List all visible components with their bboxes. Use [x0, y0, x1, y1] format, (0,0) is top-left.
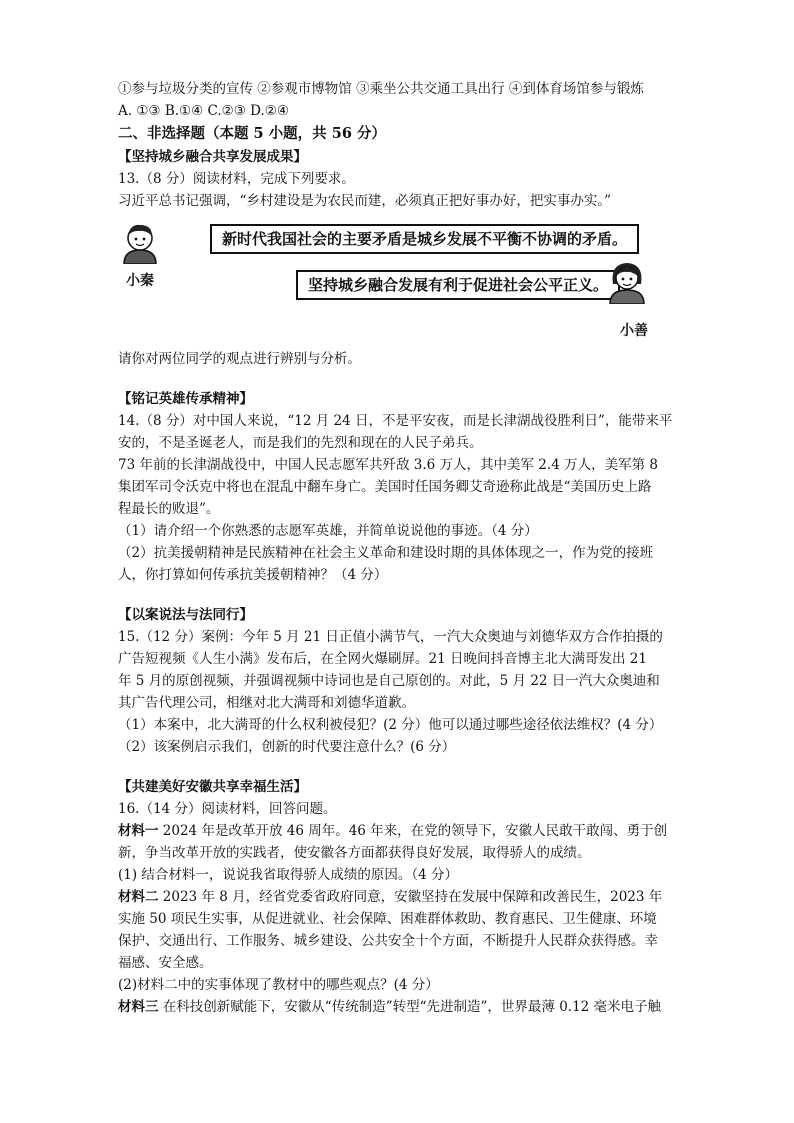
q16-material-1-line-1 — [118, 820, 678, 842]
speaker-name-2: 小善 — [620, 323, 648, 339]
material-1-label: 材料一 — [118, 823, 159, 839]
q15-line-1: 15.（12 分）案例：今年 5 月 21 日正值小满节气，一汽大众奥迪与刘德华双方合作拍摄的 — [118, 629, 663, 645]
topic-heading-2: 【铭记英雄传承精神】 — [118, 391, 253, 407]
boy-avatar-icon — [118, 220, 162, 264]
q14-line-3: 73 年前的长津湖战役中，中国人民志愿军共歼敌 3.6 万人，其中美军 2.4 万人，美军第 8 — [118, 457, 658, 473]
topic-heading-3: 【以案说法与法同行】 — [118, 607, 253, 623]
q13-dialog-illustration — [118, 216, 678, 346]
topic-heading-4: 【共建美好安徽共享幸福生活】 — [118, 779, 307, 795]
material-3-label: 材料三 — [118, 999, 159, 1015]
q14-line-2: 安的，不是圣诞老人，而是我们的先烈和现在的人民子弟兵。 — [118, 435, 483, 451]
q15-line-3: 年 5 月的原创视频，并强调视频中诗词也是自己原创的。对此，5 月 22 日一汽大众奥迪和 — [118, 673, 660, 689]
q15-sub-2: （2）该案例启示我们，创新的时代要注意什么？(6 分） — [118, 739, 456, 755]
q14-line-1: 14.（8 分）对中国人来说，“12 月 24 日，不是平安夜，而是长津湖战役胜利日”，能带来平 — [118, 413, 673, 429]
topic-heading-1: 【坚持城乡融合共享发展成果】 — [118, 149, 307, 165]
q14-sub-2a: （2）抗美援朝精神是民族精神在社会主义革命和建设时期的具体体现之一，作为党的接班 — [118, 545, 654, 561]
q16-material-1-line-2: 新，争当改革开放的实践者，使安徽各方面都获得良好发展，取得骄人的成绩。 — [118, 845, 591, 861]
speaker-name-1: 小秦 — [126, 273, 154, 289]
q16-sub-1: (1) 结合材料一，说说我省取得骄人成绩的原因。（4 分） — [118, 867, 459, 883]
material-3-text: 在科技创新赋能下，安徽从“传统制造”转型“先进制造”，世界最薄 0.12 毫米电子触 — [158, 999, 662, 1015]
q13-quote: 习近平总书记强调，“乡村建设是为农民而建，必须真正把好事办好，把实事办实。” — [118, 193, 612, 209]
q15-line-4: 其广告代理公司，相继对北大满哥和刘德华道歉。 — [118, 695, 415, 711]
q15-line-2: 广告短视频《人生小满》发布后，在全网火爆刷屏。21 日晚间抖音博主北大满哥发出 21 — [118, 651, 647, 667]
girl-avatar-icon — [604, 258, 650, 304]
q14-sub-2b: 人，你打算如何传承抗美援朝精神？（4 分） — [118, 567, 388, 583]
q13-stem: 13.（8 分）阅读材料，完成下列要求。 — [118, 171, 355, 187]
q14-line-4: 集团军司令沃克中将也在混乱中翻车身亡。美国时任国务卿艾奇逊称此战是“美国历史上路 — [118, 479, 652, 495]
q16-material-2-line-1 — [118, 886, 678, 908]
q16-material-3-line-1 — [118, 996, 678, 1018]
q15-sub-1: （1）本案中，北大满哥的什么权利被侵犯？(2 分）他可以通过哪些途径依法维权？(4 分） — [118, 717, 663, 733]
q14-line-5: 程最长的败退”。 — [118, 501, 220, 517]
q13-ask: 请你对两位同学的观点进行辨别与分析。 — [118, 351, 361, 367]
q16-material-2-line-4: 福感、安全感。 — [118, 955, 213, 971]
q16-material-2-line-2: 实施 50 项民生实事，从促进就业、社会保障、困难群体救助、教育惠民、卫生健康、环境 — [118, 911, 657, 927]
q16-sub-2: (2)材料二中的实事体现了教材中的哪些观点？(4 分） — [118, 977, 439, 993]
q16-stem: 16.（14 分）阅读材料，回答问题。 — [118, 801, 337, 817]
exam-page — [118, 78, 678, 1018]
material-2-label: 材料二 — [118, 889, 159, 905]
material-1-text: 2024 年是改革开放 46 周年。46 年来，在党的领导下，安徽人民敢干敢闯、勇于创 — [158, 823, 668, 839]
q12-choices: A. ①③ B.①④ C.②③ D.②④ — [118, 103, 290, 119]
material-2-text: 2023 年 8 月，经省党委省政府同意，安徽坚持在发展中保障和改善民生，2023 年 — [158, 889, 663, 905]
q16-material-2-line-3: 保护、交通出行、工作服务、城乡建设、公共安全十个方面，不断提升人民群众获得感。幸 — [118, 933, 658, 949]
section2-title: 二、非选择题（本题 5 小题，共 56 分） — [118, 125, 386, 142]
speech-bubble-1: 新时代我国社会的主要矛盾是城乡发展不平衡不协调的矛盾。 — [210, 224, 639, 254]
speech-bubble-2: 坚持城乡融合发展有利于促进社会公平正义。 — [296, 270, 620, 300]
q14-sub-1: （1）请介绍一个你熟悉的志愿军英雄，并简单说说他的事迹。（4 分） — [118, 523, 538, 539]
q12-options: ①参与垃圾分类的宣传 ②参观市博物馆 ③乘坐公共交通工具出行 ④到体育场馆参与锻炼 — [118, 81, 644, 97]
